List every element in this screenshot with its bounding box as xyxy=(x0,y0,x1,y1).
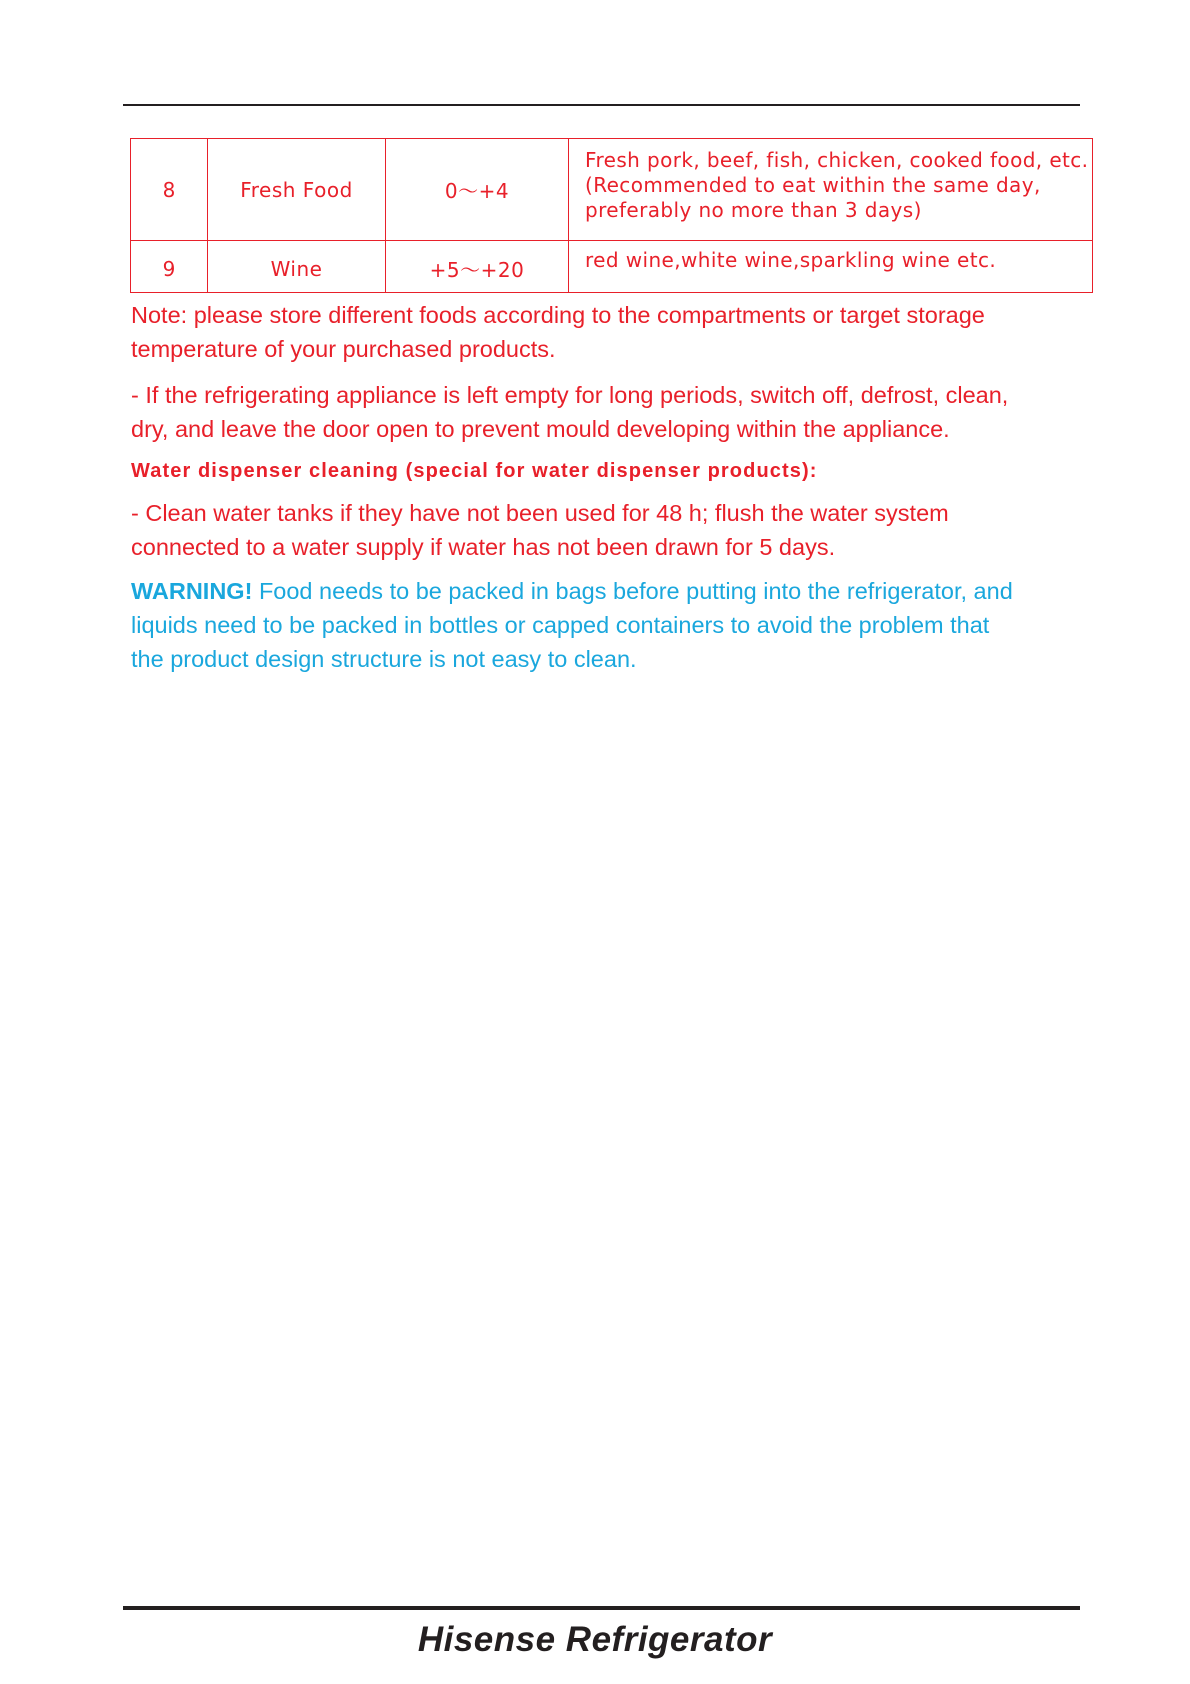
row-number: 9 xyxy=(131,241,208,293)
warning-label: WARNING! xyxy=(131,578,253,604)
header-rule xyxy=(123,104,1080,106)
table-row xyxy=(131,139,1093,241)
warning-line: the product design structure is not easy to clean. xyxy=(131,646,637,672)
temperature-range: +5～+20 xyxy=(386,241,569,293)
water-dispenser-heading: Water dispenser cleaning (special for water dispenser products): xyxy=(131,460,818,482)
food-description xyxy=(569,139,1093,241)
water-dispenser-line: - Clean water tanks if they have not been used for 48 h; flush the water system xyxy=(131,500,949,526)
temperature-range: 0～+4 xyxy=(386,139,569,241)
compartment-name: Fresh Food xyxy=(208,139,386,241)
description-line: Fresh pork, beef, fish, chicken, cooked food, etc. xyxy=(585,148,1089,172)
empty-appliance-line: - If the refrigerating appliance is left empty for long periods, switch off, defrost, clean, xyxy=(131,382,1009,408)
storage-table xyxy=(130,138,1093,293)
footer-rule xyxy=(123,1606,1080,1610)
compartment-name: Wine xyxy=(208,241,386,293)
note-line: Note: please store different foods according to the compartments or target storage xyxy=(131,302,985,328)
warning-line: liquids need to be packed in bottles or capped containers to avoid the problem that xyxy=(131,612,990,638)
warning-paragraph xyxy=(131,574,1091,676)
description-line: (Recommended to eat within the same day, xyxy=(585,173,1041,197)
table-row xyxy=(131,241,1093,293)
row-number: 8 xyxy=(131,139,208,241)
warning-line: Food needs to be packed in bags before putting into the refrigerator, and xyxy=(258,578,1013,604)
food-description xyxy=(569,241,1093,293)
note-line: temperature of your purchased products. xyxy=(131,336,556,362)
water-dispenser-instructions xyxy=(131,496,1091,564)
description-line: preferably no more than 3 days) xyxy=(585,198,922,222)
description-line: red wine,white wine,sparkling wine etc. xyxy=(585,248,997,272)
brand-footer: Hisense Refrigerator xyxy=(417,1620,773,1659)
empty-appliance-note xyxy=(131,378,1091,446)
empty-appliance-line: dry, and leave the door open to prevent mould developing within the appliance. xyxy=(131,416,950,442)
storage-note xyxy=(131,298,1091,366)
water-dispenser-line: connected to a water supply if water has not been drawn for 5 days. xyxy=(131,534,836,560)
